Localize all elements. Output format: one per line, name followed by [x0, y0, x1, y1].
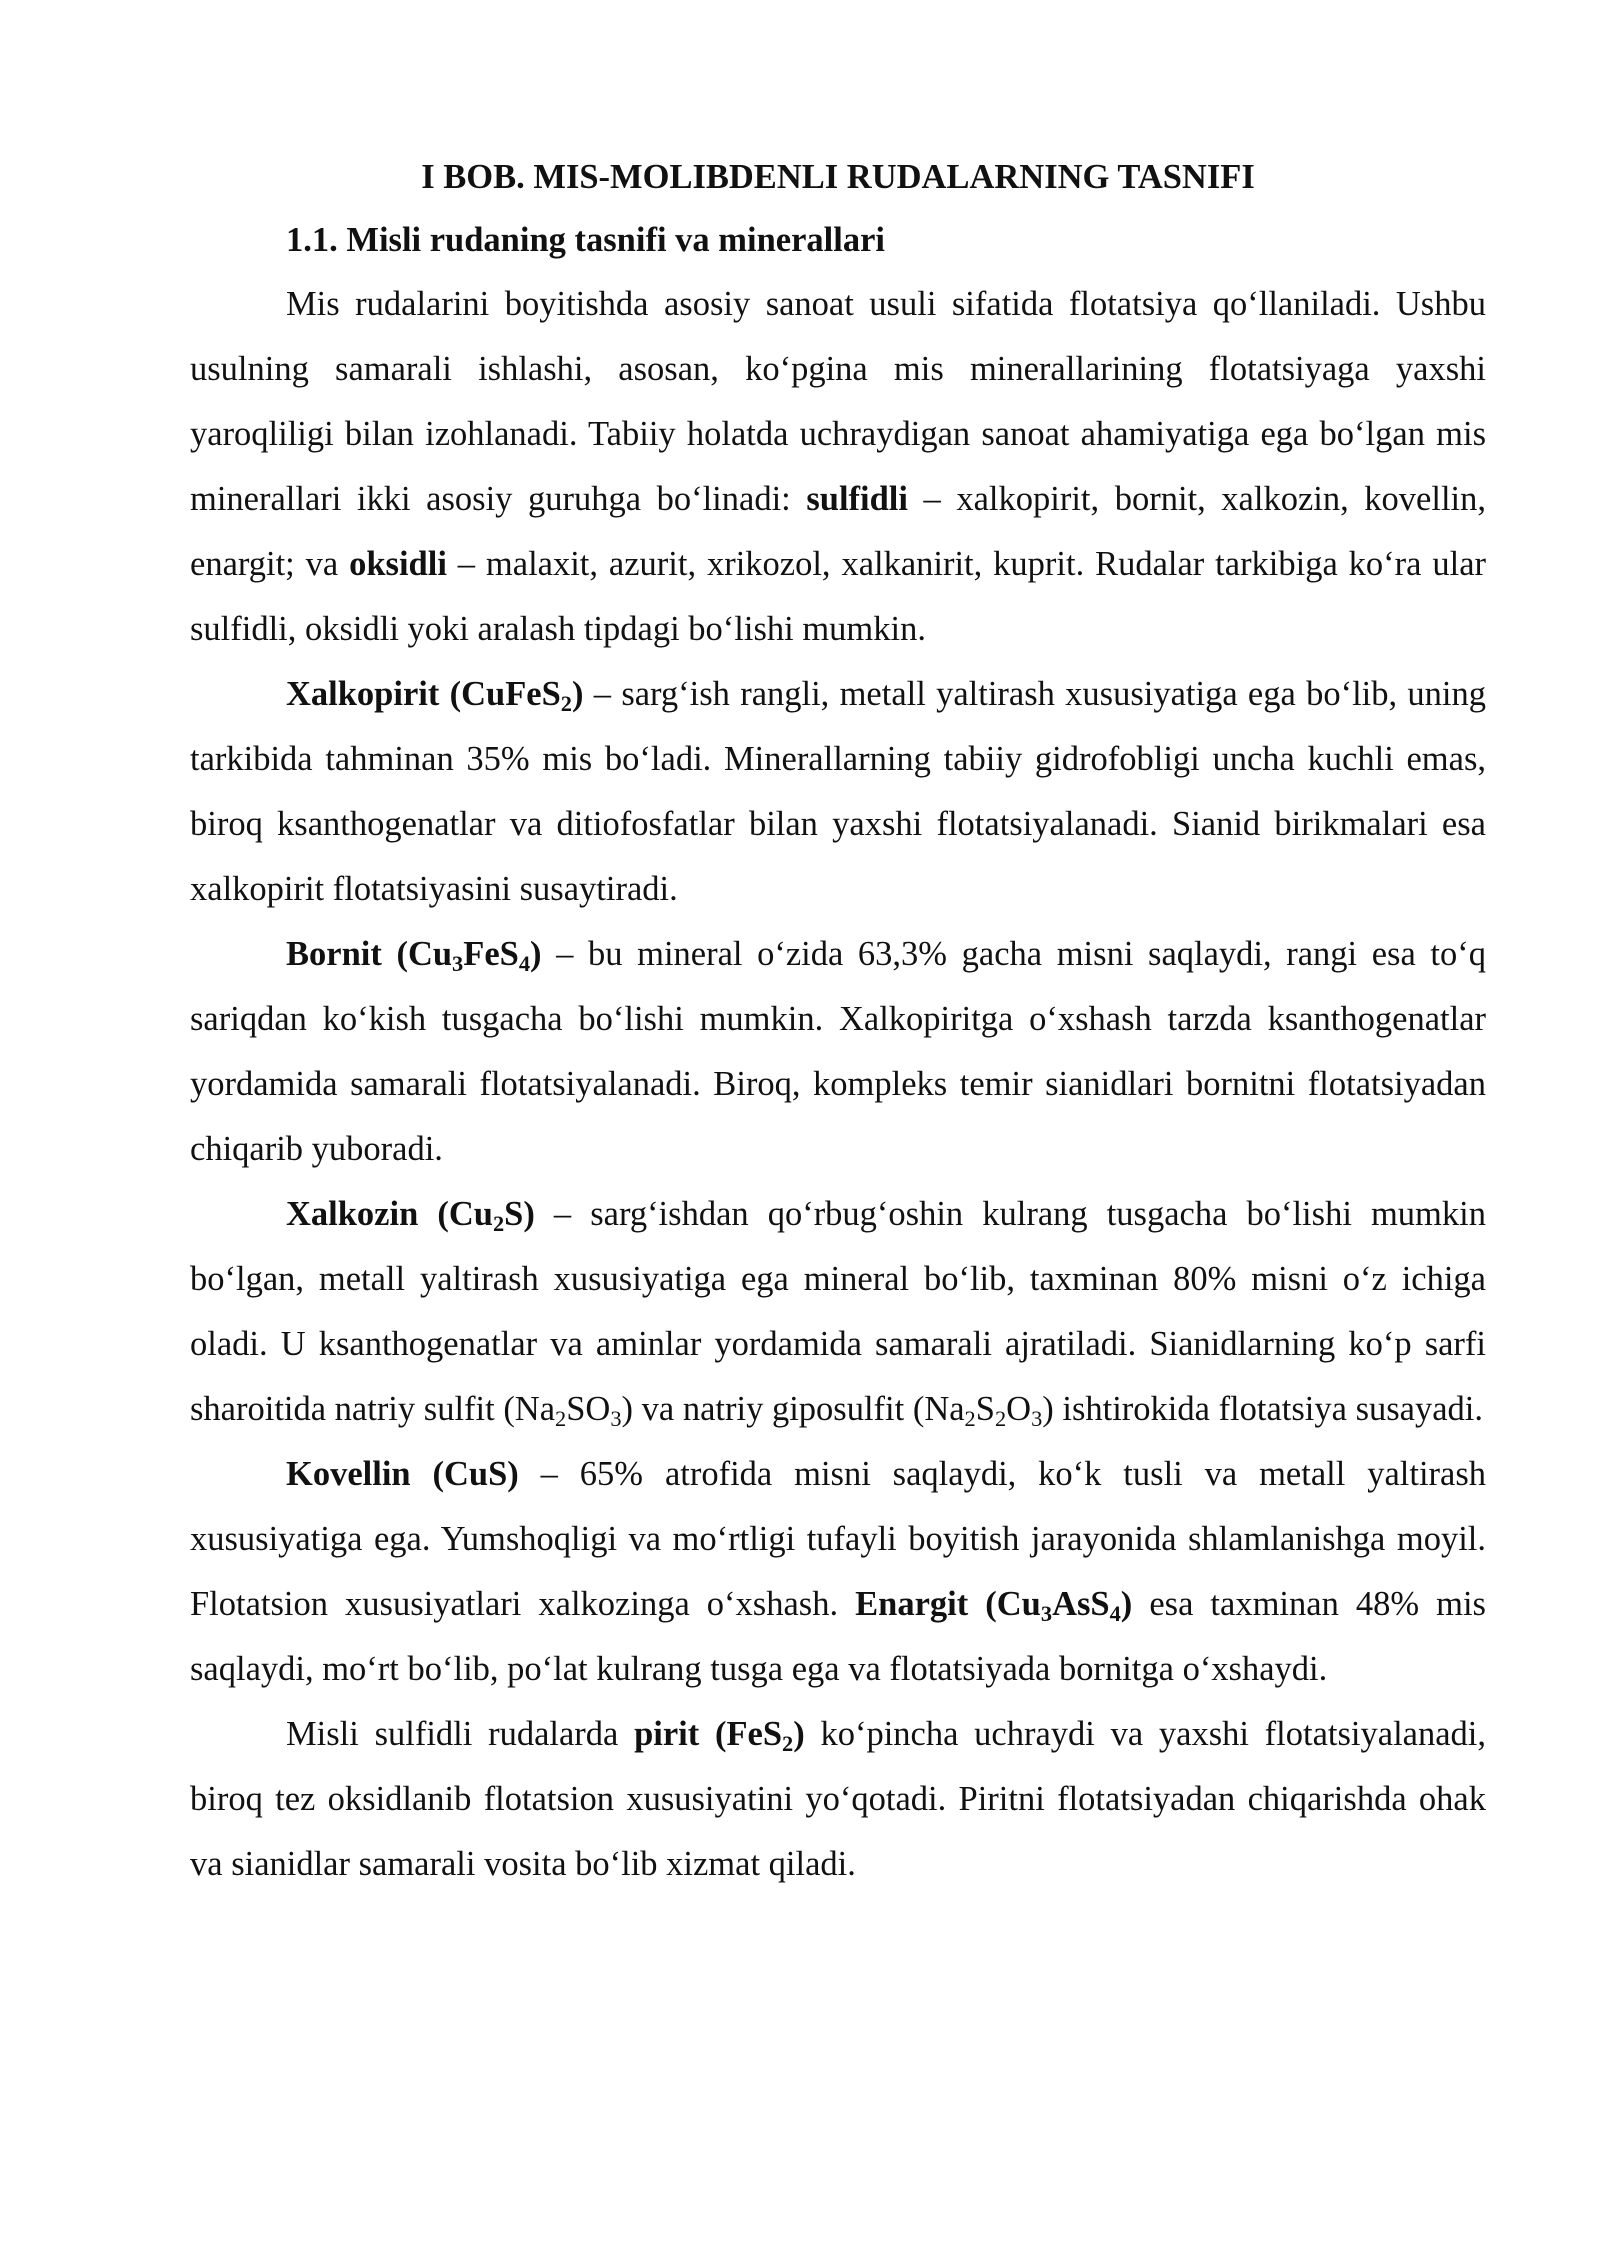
subscript: 2 [560, 691, 572, 716]
subscript: 3 [452, 951, 464, 976]
term-part: ) [793, 1715, 805, 1753]
text-run: esa taxminan 48% mis saqlaydi, mo‘rt bo‘lib, po‘lat kulrang tusga ega va flotatsiyada bornitga o‘xshaydi. [190, 1585, 1486, 1688]
term-part: Xalkopirit (CuFeS [286, 675, 561, 713]
text-run: ) ishtirokida flotatsiya susayadi. [1042, 1390, 1484, 1428]
text-run: – malaxit, azurit, xrikozol, xalkanirit, kuprit. Rudalar tarkibiga ko‘ra ular sulfidli, oksidli yoki aralash tipdagi bo‘lishi mumkin. [190, 545, 1486, 648]
term-part: ) [530, 935, 542, 973]
text-run: – sarg‘ish rangli, metall yaltirash xususiyatiga ega bo‘lib, uning tarkibida tahminan 35% mis bo‘ladi. Minerallarning tabiiy gidrofobligi uncha kuchli emas, biroq ksanthogenatlar va ditiofosfatlar bilan yaxshi flotatsiyalanadi. Sianid birikmalari esa xalkopirit flotatsiyasini susaytiradi. [190, 675, 1486, 908]
term-part: Bornit (Cu [286, 935, 453, 973]
term-bornit [286, 935, 542, 976]
text-run: Mis rudalarini boyitishda asosiy sanoat usuli sifatida flotatsiya qo‘llaniladi. Ushbu usulning samarali ishlashi, asosan, ko‘pgina mis minerallarining flotatsiyaga yaxshi yaroqliligi bilan izohlanadi. Tabiiy holatda uchraydigan sanoat ahamiyatiga ega bo‘lgan mis minerallari ikki asosiy guruhga bo‘linadi: [190, 285, 1486, 518]
chapter-title: I BOB. MIS-MOLIBDENLI RUDALARNING TASNIFI [421, 158, 1255, 196]
subscript: 2 [782, 1731, 794, 1756]
paragraph-xalkozin [190, 1182, 1486, 1442]
text-run: – 65% atrofida misni saqlaydi, ko‘k tusli va metall yaltirash xususiyatiga ega. Yumshoqligi va mo‘rtligi tufayli boyitish jarayonida shlamlanishga moyil. Flotatsion xususiyatlari xalkozinga o‘xshash. [190, 1455, 1487, 1623]
text-run: S [975, 1390, 995, 1428]
text-run: ko‘pincha uchraydi va yaxshi flotatsiyalanadi, biroq tez oksidlanib flotatsion xususiyatini yo‘qotadi. Piritni flotatsiyadan chiqarishda ohak va sianidlar samarali vosita bo‘lib xizmat qiladi. [190, 1715, 1486, 1883]
paragraph-bornit [190, 922, 1486, 1182]
term-oksidli: oksidli [349, 545, 447, 583]
term-pirit [634, 1715, 805, 1756]
subscript: 2 [994, 1406, 1007, 1431]
text-run: SO [566, 1390, 611, 1428]
paragraph-pirit [190, 1702, 1486, 1897]
text-run: ) va natriy giposulfit (Na [621, 1390, 965, 1428]
term-part: ) [572, 675, 584, 713]
paragraph-kovellin [190, 1442, 1486, 1702]
text-run: – sarg‘ishdan qo‘rbug‘oshin kulrang tusgacha bo‘lishi mumkin bo‘lgan, metall yaltirash xususiyatiga ega mineral bo‘lib, taxminan 80% misni o‘z ichiga oladi. U ksanthogenatlar va aminlar yordamida samarali ajratiladi. Sianidlarning ko‘p sarfi sharoitida natriy sulfit (Na [190, 1195, 1486, 1428]
document-page [190, 146, 1486, 1897]
term-kovellin: Kovellin (CuS) [286, 1455, 519, 1493]
subscript: 3 [1031, 1406, 1043, 1431]
term-part: ) [1120, 1585, 1133, 1623]
text-run: – xalkopirit, bornit, xalkozin, kovellin, enargit; va [190, 480, 1486, 583]
term-part: pirit (FeS [634, 1715, 783, 1753]
term-sulfidli: sulfidli [806, 480, 908, 518]
subscript: 4 [518, 951, 531, 976]
term-xalkopirit [286, 675, 584, 716]
subscript: 2 [555, 1406, 567, 1431]
term-xalkozin [286, 1195, 535, 1236]
section-title: 1.1. Misli rudaning tasnifi va minerallari [286, 221, 885, 259]
term-part: AsS [1052, 1585, 1110, 1623]
text-run: O [1006, 1390, 1032, 1428]
subscript: 3 [610, 1406, 622, 1431]
term-part: S) [504, 1195, 535, 1233]
text-run: Misli sulfidli rudalarda [286, 1715, 635, 1753]
term-part: Enargit (Cu [855, 1585, 1041, 1623]
paragraph-xalkopirit [190, 662, 1486, 922]
term-part: Xalkozin (Cu [286, 1195, 493, 1233]
subscript: 4 [1109, 1601, 1121, 1626]
paragraph-intro [190, 272, 1486, 662]
term-part: FeS [463, 935, 519, 973]
text-run: – bu mineral o‘zida 63,3% gacha misni saqlaydi, rangi esa to‘q sariqdan ko‘kish tusgacha bo‘lishi mumkin. Xalkopiritga o‘xshash tarzda ksanthogenatlar yordamida samarali flotatsiyalanadi. Biroq, kompleks temir sianidlari bornitni flotatsiyadan chiqarib yuboradi. [190, 935, 1486, 1168]
subscript: 3 [1040, 1601, 1053, 1626]
subscript: 2 [492, 1211, 505, 1236]
subscript: 2 [964, 1406, 976, 1431]
term-enargit [855, 1585, 1133, 1626]
